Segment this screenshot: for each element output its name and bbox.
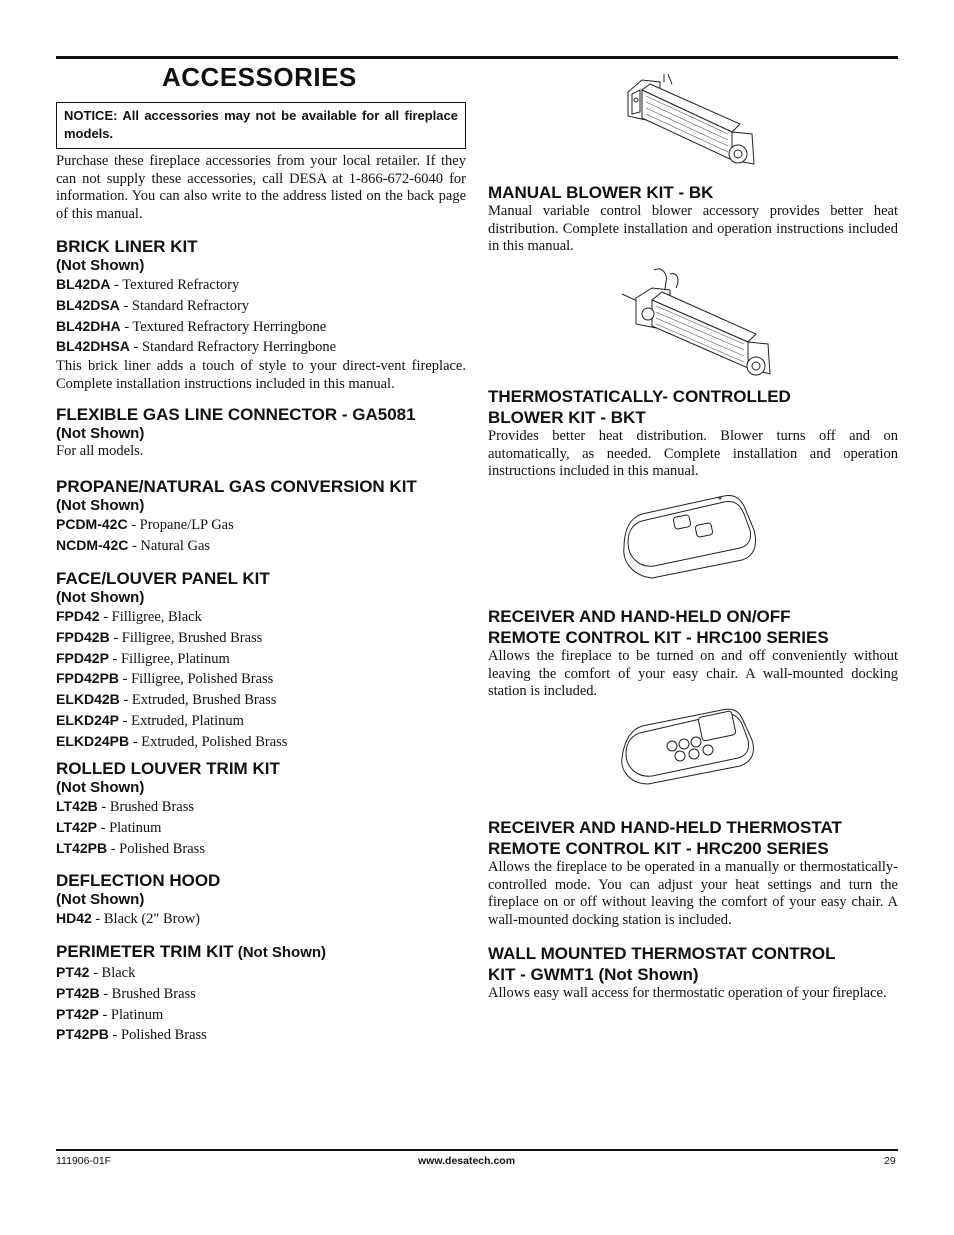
list-item: LT42B - Brushed Brass xyxy=(56,798,195,815)
list-item: ELKD24P - Extruded, Platinum xyxy=(56,711,244,729)
section-text: Manual variable control blower accessory provides better heat distribution. Complete installation and operation instructions included in this manual. xyxy=(488,203,898,255)
section-face-louver xyxy=(56,568,466,753)
section-thermostatic-blower xyxy=(488,386,898,481)
section-heading: RECEIVER AND HAND-HELD ON/OFF xyxy=(488,607,791,626)
section-perimeter-trim xyxy=(56,941,466,1046)
list-item: LT42P - Platinum xyxy=(56,818,162,836)
list-item: BL42DA - Textured Refractory xyxy=(56,276,240,293)
list-item: PT42P - Platinum xyxy=(56,1005,164,1023)
section-gas-line xyxy=(56,404,466,461)
section-heading: FACE/LOUVER PANEL KIT xyxy=(56,569,270,588)
not-shown-note: (Not Shown) xyxy=(56,425,145,442)
list-item: PCDM-42C - Propane/LP Gas xyxy=(56,516,234,533)
notice-box: NOTICE: All accessories may not be available for all fireplace models. xyxy=(56,102,466,149)
top-rule xyxy=(56,56,898,59)
section-heading: REMOTE CONTROL KIT - HRC100 SERIES xyxy=(488,628,829,647)
section-heading: REMOTE CONTROL KIT - HRC200 SERIES xyxy=(488,839,829,858)
list-item: BL42DHA - Textured Refractory Herringbone xyxy=(56,317,327,335)
list-item: FPD42 - Filligree, Black xyxy=(56,608,202,625)
document-number: 111906-01F xyxy=(56,1155,112,1167)
list-item: FPD42B - Filligree, Brushed Brass xyxy=(56,628,263,646)
section-brick-liner xyxy=(56,236,466,393)
section-text: Allows easy wall access for thermostatic operation of your fireplace. xyxy=(488,985,887,1001)
list-item: BL42DSA - Standard Refractory xyxy=(56,296,250,314)
section-heading: THERMOSTATICALLY- CONTROLLED xyxy=(488,387,791,406)
website-link[interactable]: www.desatech.com xyxy=(418,1155,516,1167)
section-rolled-louver xyxy=(56,758,466,859)
section-text: Provides better heat distribution. Blower turns off and on automatically, as needed. Complete installation and operation instructions included in this manual. xyxy=(488,428,898,480)
list-item: HD42 - Black (2" Brow) xyxy=(56,910,200,927)
section-heading: ROLLED LOUVER TRIM KIT xyxy=(56,759,280,778)
page-number: 29 xyxy=(884,1155,896,1167)
not-shown-note: (Not Shown) xyxy=(56,497,145,514)
list-item: PT42 - Black xyxy=(56,964,136,981)
section-text: This brick liner adds a touch of style to your direct-vent fireplace. Complete installation instructions included in this manual. xyxy=(56,358,466,392)
remote-hrc200-illustration xyxy=(618,706,760,786)
list-item: PT42PB - Polished Brass xyxy=(56,1026,207,1044)
section-deflection-hood xyxy=(56,870,466,930)
list-item: NCDM-42C - Natural Gas xyxy=(56,536,211,554)
section-heading: PROPANE/NATURAL GAS CONVERSION KIT xyxy=(56,477,417,496)
list-item: ELKD42B - Extruded, Brushed Brass xyxy=(56,691,277,709)
section-text: Allows the fireplace to be turned on and off conveniently without leaving the comfort of your easy chair. A wall-mounted docking station is included. xyxy=(488,648,898,700)
list-item: PT42B - Brushed Brass xyxy=(56,984,196,1002)
list-item: BL42DHSA - Standard Refractory Herringbone xyxy=(56,338,337,356)
section-heading: KIT - GWMT1 (Not Shown) xyxy=(488,965,699,984)
section-heading: PERIMETER TRIM KIT (Not Shown) xyxy=(56,942,327,961)
list-item: FPD42P - Filligree, Platinum xyxy=(56,649,230,667)
blower-bkt-illustration xyxy=(618,266,776,386)
section-heading: FLEXIBLE GAS LINE CONNECTOR - GA5081 xyxy=(56,405,416,424)
not-shown-note: (Not Shown) xyxy=(56,891,145,908)
section-heading: RECEIVER AND HAND-HELD THERMOSTAT xyxy=(488,818,842,837)
not-shown-note: (Not Shown) xyxy=(56,779,145,796)
section-wall-thermostat xyxy=(488,943,898,1003)
not-shown-note: (Not Shown) xyxy=(56,589,145,606)
section-hrc200 xyxy=(488,817,898,929)
section-heading: BLOWER KIT - BKT xyxy=(488,408,646,427)
not-shown-note: (Not Shown) xyxy=(56,257,145,274)
section-text: For all models. xyxy=(56,443,144,459)
blower-bk-illustration xyxy=(620,72,760,172)
section-heading: MANUAL BLOWER KIT - BK xyxy=(488,183,714,202)
section-heading: WALL MOUNTED THERMOSTAT CONTROL xyxy=(488,944,836,963)
section-text: Allows the fireplace to be operated in a manually or thermostatically-controlled mode. You can adjust your heat settings and turn the fireplace on or off without leaving the comfort of your easy chair. A wall-mounted docking station is included. xyxy=(488,859,898,928)
section-heading: DEFLECTION HOOD xyxy=(56,871,221,890)
page-title: ACCESSORIES xyxy=(162,62,357,92)
section-conversion-kit xyxy=(56,476,466,557)
section-heading: BRICK LINER KIT xyxy=(56,237,198,256)
list-item: FPD42PB - Filligree, Polished Brass xyxy=(56,670,274,688)
section-manual-blower xyxy=(488,182,898,256)
remote-hrc100-illustration xyxy=(618,490,760,586)
bottom-rule xyxy=(56,1149,898,1151)
section-hrc100 xyxy=(488,606,898,701)
list-item: LT42PB - Polished Brass xyxy=(56,839,205,857)
list-item: ELKD24PB - Extruded, Polished Brass xyxy=(56,732,288,750)
intro-paragraph: Purchase these fireplace accessories from your local retailer. If they can not supply these accessories, call DESA at 1-866-672-6040 for information. You can also write to the address listed on the back page of this manual. xyxy=(56,153,466,222)
